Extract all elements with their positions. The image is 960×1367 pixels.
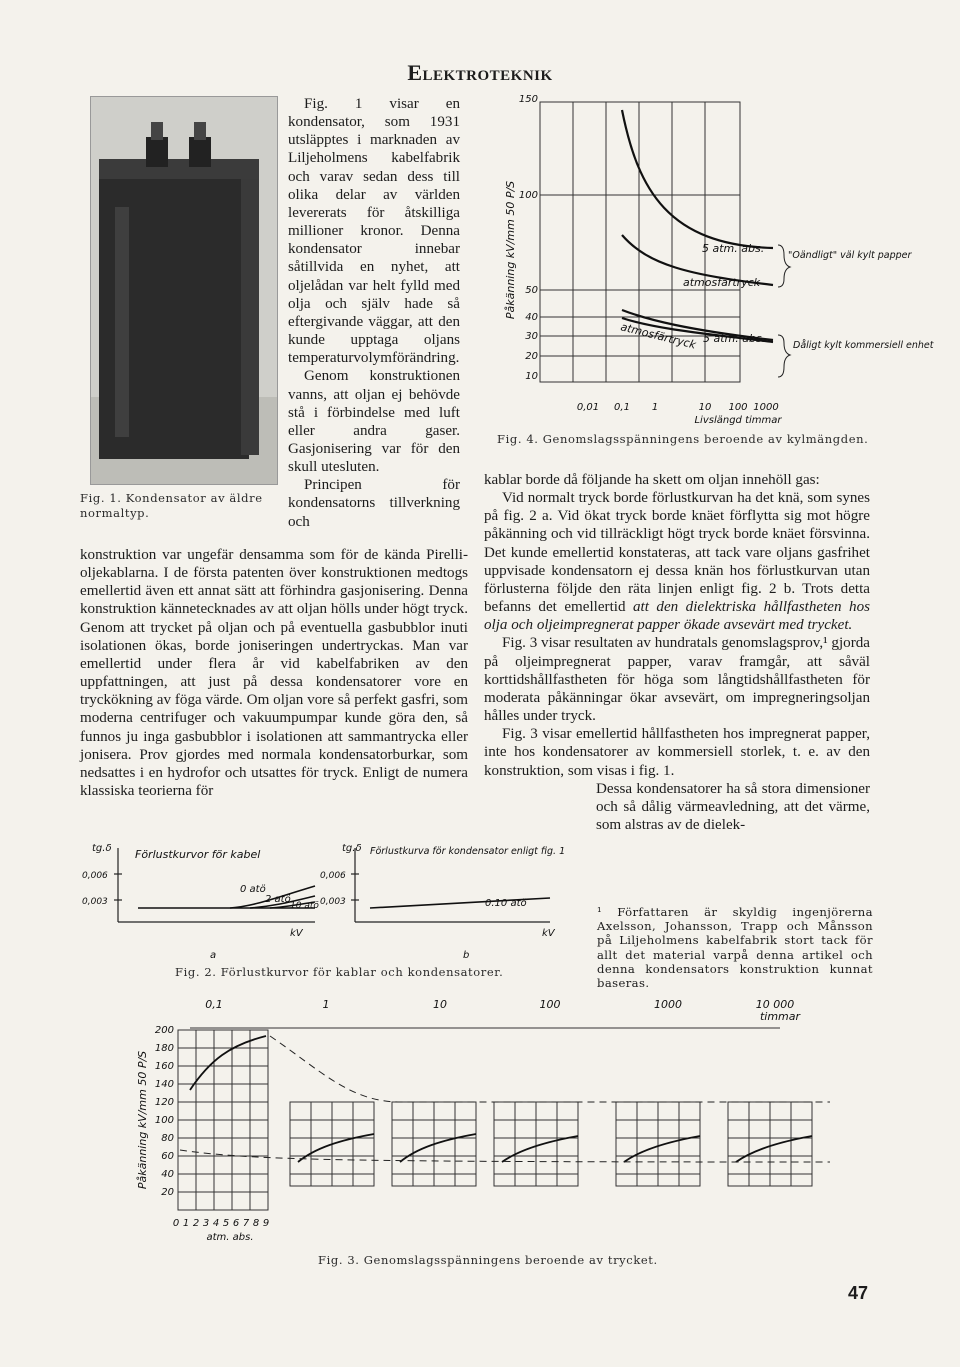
fig2b-title: Förlustkurva för kondensator enligt fig. 1	[370, 846, 566, 857]
fig2a-curve-label: 10 atö	[290, 901, 319, 911]
fig4-xtick: 1000	[753, 402, 779, 413]
fig4-ytick: 20	[525, 351, 538, 362]
fig3-ytick: 60	[161, 1151, 174, 1162]
fig3-xtick: 2	[192, 1218, 200, 1229]
fig3-top-label: 100	[539, 998, 561, 1011]
fig3-top-label: 1	[322, 998, 330, 1011]
fig3-xtick: 6	[232, 1218, 240, 1229]
paragraph: Principen för kondensatorns tillverkning och	[288, 477, 460, 530]
fig4-chart	[498, 80, 934, 440]
fig3-ylabel: Påkänning kV/mm 50 P/S	[136, 1050, 149, 1190]
fig2a-ytick: 0,006	[82, 871, 108, 881]
fig3-top-unit: timmar	[759, 1010, 801, 1023]
fig2a-xlabel: kV	[290, 928, 303, 939]
fig3-xtick: 0	[172, 1218, 180, 1229]
fig4-xlabel: Livslängd timmar	[694, 415, 782, 426]
fig3-top-label: 1000	[654, 998, 682, 1011]
footnote: ¹ Författaren är skyldig ingenjörerna Axelsson, Johansson, Trapp och Månsson på Liljeholmens kabelfabrik stort tack för allt det material varpå denna artikel och denna kondensators konstruktion kunnat baseras.	[597, 905, 873, 991]
fig4-ylabel: Påkänning kV/mm 50 P/S	[504, 180, 517, 320]
body-text-left	[80, 546, 468, 800]
fig1-caption-label: Fig. 1.	[80, 491, 122, 505]
fig4-xtick: 10	[698, 402, 712, 413]
fig3-xtick: 9	[262, 1218, 270, 1229]
body-text-right	[484, 471, 870, 834]
paragraph: Fig. 3 visar resultaten av hundratals genomslagsprov,¹ gjorda på oljeimpregnerat papper, varav framgår, att såväl korttidshållfastheten för höga som långtidshållfastheten för moderata påkänningar ökar avsevärt, om impregneringsoljan hålles under tryck.	[484, 635, 870, 725]
fig1-caption	[80, 491, 290, 521]
fig4-label: 5 atm. abs.	[702, 242, 765, 255]
fig2b-ytick: 0,003	[320, 897, 346, 907]
fig4-ytick: 10	[525, 371, 538, 382]
fig3-xunit: atm. abs.	[206, 1232, 254, 1243]
fig3-top-label: 0,1	[205, 998, 223, 1011]
fig3-ytick: 160	[154, 1061, 174, 1072]
fig3-curve	[190, 1036, 266, 1090]
fig2-caption: Fig. 2. Förlustkurvor för kablar och kondensatorer.	[175, 965, 504, 979]
paragraph	[484, 489, 870, 634]
fig3-xtick: 3	[202, 1218, 210, 1229]
paragraph: Genom konstruktionen vanns, att oljan ej behövde stå i förbindelse med luft eller andra gaser. Gasjonisering var för den skull utesluten.	[288, 368, 460, 476]
fig4-xtick: 100	[728, 402, 748, 413]
fig3-ytick: 20	[161, 1187, 174, 1198]
fig3-dashed-envelope	[270, 1036, 830, 1102]
fig3-curve	[624, 1136, 700, 1162]
fig4-ytick: 40	[525, 312, 538, 323]
fig3-xtick: 5	[222, 1218, 230, 1229]
fig4-ytick: 50	[525, 285, 538, 296]
fig4-ytick: 30	[525, 331, 538, 342]
page-header: Elektroteknik	[407, 60, 553, 85]
paragraph: kablar borde då följande ha skett om oljan innehöll gas:	[484, 472, 820, 488]
fig4-label: atmosfärtryck	[619, 320, 698, 352]
fig3-curve	[736, 1136, 812, 1162]
fig2b-ylabel: tg.δ	[342, 843, 362, 854]
fig3-ytick: 40	[161, 1169, 174, 1180]
fig3-xtick: 7	[242, 1218, 250, 1229]
fig4-bracket-label: Dåligt kylt kommersiell enhet	[793, 340, 934, 351]
paragraph: konstruktion var ungefär densamma som för de kända Pirelli-oljekablarna. I de första patenten över konstruktionen medtogs emellertid även ett annat sätt att förhindra gasjonisering. Denna konstruktion kännetecknades av att oljan hölls under högt tryck. Genom att trycket på oljan och på eventuella gasbubblor inuti isolationen ökas, borde joniseringen undertryckas. Man var emellertid under flera år vid kabelfabriken av den uppfattningen, att just på dessa kondensatorer vore en tryckökning av föga värde. Om oljan vore så perfekt gasfri, som moderna centrifuger och vakuumpumpar kunde göra den, så funnos ju inga gasbubblor i isolationen att sammantrycka eller jonisera. Prov gjordes med normala kondensatorburkar, som nedsattes i en hydrofor och utsattes för tryck. Enligt de numera klassiska teorierna för	[80, 547, 468, 800]
fig2b-xlabel: kV	[542, 928, 555, 939]
page-number: 47	[848, 1283, 869, 1303]
fig4-ytick: 100	[518, 190, 538, 201]
fig2a-ytick: 0,003	[82, 897, 108, 907]
fig4-label: atmosfärtryck	[683, 276, 761, 289]
body-text-top	[288, 95, 460, 531]
fig2a-curve-label: 2 atö	[265, 894, 291, 905]
fig4-bracket-label: "Oändligt" väl kylt papper	[788, 250, 912, 261]
fig3-ytick: 180	[154, 1043, 174, 1054]
fig2a-sub: a	[210, 950, 217, 961]
fig3-ytick: 80	[161, 1133, 174, 1144]
fig3-xtick: 4	[212, 1218, 220, 1229]
fig2b-ytick: 0,006	[320, 871, 346, 881]
paragraph: Fig. 1 visar en kondensator, som 1931 utsläpptes i marknaden av Liljeholmens kabelfabrik och varav sedan dess till olika delar av världen levererats för åtskilliga millioner kronor. Denna kondensator innebar såtillvida en nyhet, att oljelådan var helt fylld med olja och själv hade så eftergivande väggar, att den kunde upptaga oljans temperaturvolymförändring.	[288, 96, 460, 367]
fig3-ytick: 120	[154, 1097, 174, 1108]
fig2b-sub: b	[463, 950, 470, 961]
fig3-ytick: 200	[154, 1025, 174, 1036]
fig2-chart	[80, 838, 585, 973]
fig1-caption-text: Kondensator av äldre normaltyp.	[80, 491, 263, 520]
fig4-label: 5 atm. abs.	[703, 332, 766, 345]
fig3-curve	[502, 1136, 578, 1162]
fig3-top-label: 10 000	[755, 998, 795, 1011]
fig3-xtick: 8	[252, 1218, 260, 1229]
fig2a-title: Förlustkurvor för kabel	[135, 848, 261, 861]
fig3-top-label: 10	[433, 998, 447, 1011]
fig2b-curve-label: 0.10 atö	[485, 898, 527, 909]
paragraph: Fig. 3 visar emellertid hållfastheten hos impregnerat papper, inte hos kondensatorer av kommersiell storlek, t. e. av den konstruktion, som visas i fig. 1.	[484, 726, 870, 779]
fig3-chart	[130, 990, 850, 1260]
paragraph-text: Vid normalt tryck borde förlustkurvan ha det knä, som synes på fig. 2 a. Vid ökat tryck borde knäet förflytta sig mot högre påkänning och vid tillräckligt högt tryck borde knäet försvinna. Det kunde emellertid konstateras, att tack vare oljans gasfrihet uppvisade kondensatorn ej dessa knän hos förlustkurvan utan förlusterna följde den räta linjen enligt fig. 2 b. Trots detta befanns det emellertid	[484, 490, 870, 616]
fig4-xtick: 0,01	[576, 402, 600, 413]
fig3-xtick: 1	[182, 1218, 190, 1229]
fig2a-curve-label: 0 atö	[240, 884, 266, 895]
fig4-caption: Fig. 4. Genomslagsspänningens beroende av kylmängden.	[497, 432, 869, 446]
fig3-caption: Fig. 3. Genomslagsspänningens beroende av trycket.	[318, 1253, 658, 1267]
fig4-curve-5atm-top	[622, 110, 773, 248]
fig4-xtick: 0,1	[614, 402, 630, 413]
fig3-ytick: 100	[154, 1115, 174, 1126]
fig2a-ylabel: tg.δ	[92, 843, 112, 854]
capacitor-photo	[90, 96, 278, 485]
paragraph: Dessa kondensatorer ha så stora dimensioner och så dålig värmeavledning, att det värme, som alstras av de dielek-	[596, 780, 870, 833]
fig4-ytick: 150	[518, 94, 538, 105]
fig3-ytick: 140	[154, 1079, 174, 1090]
emphasis: att den dielektriska hållfastheten hos olja och oljeimpregnerat papper ökade avsevärt med trycket.	[484, 599, 870, 634]
fig4-xtick: 1	[651, 402, 659, 413]
